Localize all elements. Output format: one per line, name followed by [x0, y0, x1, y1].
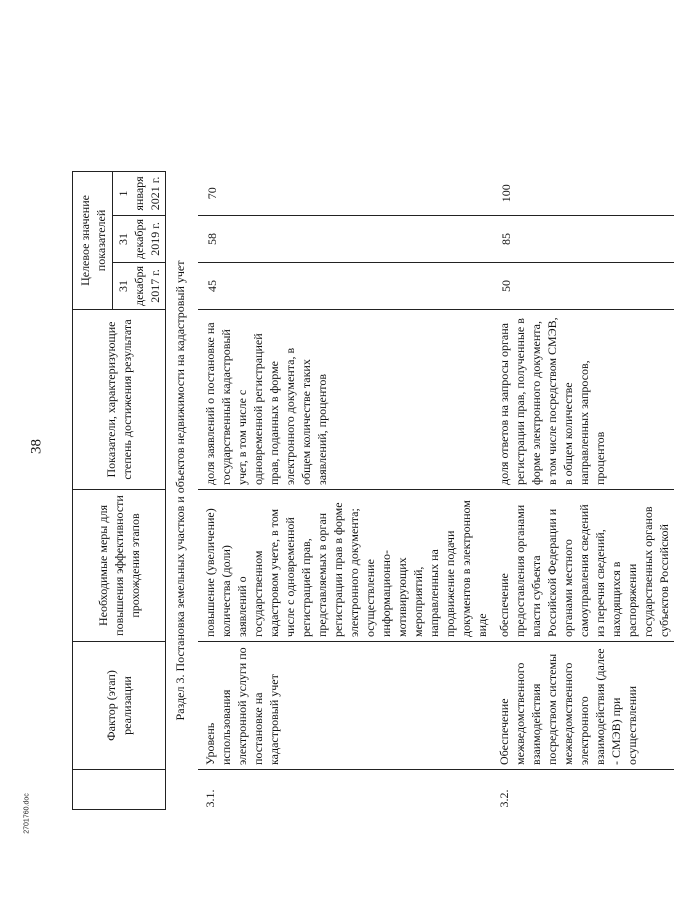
header-factor: Фактор (этап) реализации: [73, 642, 166, 770]
header-number: [73, 770, 166, 810]
row-measures: обеспечение предоставления органами власти субъекта Российской Федерации и органами местного самоуправления сведений из перечня сведений, находящихся в распоряжении государственных органов субъектов Российской: [492, 490, 674, 642]
row-indicators: доля ответов на запросы органа регистрации прав, полученные в форме электронного документа, в том числе посредством СМЭВ, в общем количестве направленных запросов, процентов: [492, 310, 674, 490]
section-title: Раздел 3. Постановка земельных участков и объектов недвижимости на кадастровый учет: [173, 260, 187, 721]
table-row: [492, 171, 674, 809]
rotated-page-content: [72, 50, 671, 810]
row-value-2017: 45: [198, 262, 492, 309]
row-value-2017: 50: [492, 262, 674, 309]
target-indicators-table: [72, 171, 674, 810]
row-indicators: доля заявлений о постановке на государственный кадастровый учет, в том числе с одновременной регистрацией прав, поданных в форме электронного документа, в общем количестве таких заявлений, процентов: [198, 310, 492, 490]
row-value-2021: 70: [198, 171, 492, 215]
header-indicators: Показатели, характеризующие степень достижения результата: [73, 310, 166, 490]
row-value-2019: 85: [492, 215, 674, 262]
row-number: 3.1.: [203, 789, 217, 808]
document-code: 2701760.doc: [23, 793, 31, 834]
header-date-2021: 1 января 2021 г.: [113, 171, 166, 215]
row-factor: Уровень использования электронной услуги по постановке на кадастровый учет: [198, 642, 492, 770]
row-measures: повышение (увеличение) количества (доли) заявлений о государственном кадастровом учете, в том числе с одновременной регистрацией прав, представляемых в орган регистрации прав в форме электронного документа; осуществление информационно-мотивирующих мероприятий, направленных на продвижение подачи документов в электронном виде: [198, 490, 492, 642]
row-value-2019: 58: [198, 215, 492, 262]
header-measures: Необходимые меры для повышения эффективности прохождения этапов: [73, 490, 166, 642]
row-factor: Обеспечение межведомственного взаимодействия посредством системы межведомственного электронного взаимодействия (далее - СМЭВ) при осуществлении: [492, 642, 674, 770]
row-value-2021: 100: [492, 171, 674, 215]
header-target-values: Целевое значение показателей: [73, 171, 113, 309]
table-row: [198, 171, 492, 809]
page-number: 38: [28, 439, 45, 454]
header-date-2019: 31 декабря 2019 г.: [113, 215, 166, 262]
row-number: 3.2.: [497, 789, 511, 808]
header-date-2017: 31 декабря 2017 г.: [113, 262, 166, 309]
